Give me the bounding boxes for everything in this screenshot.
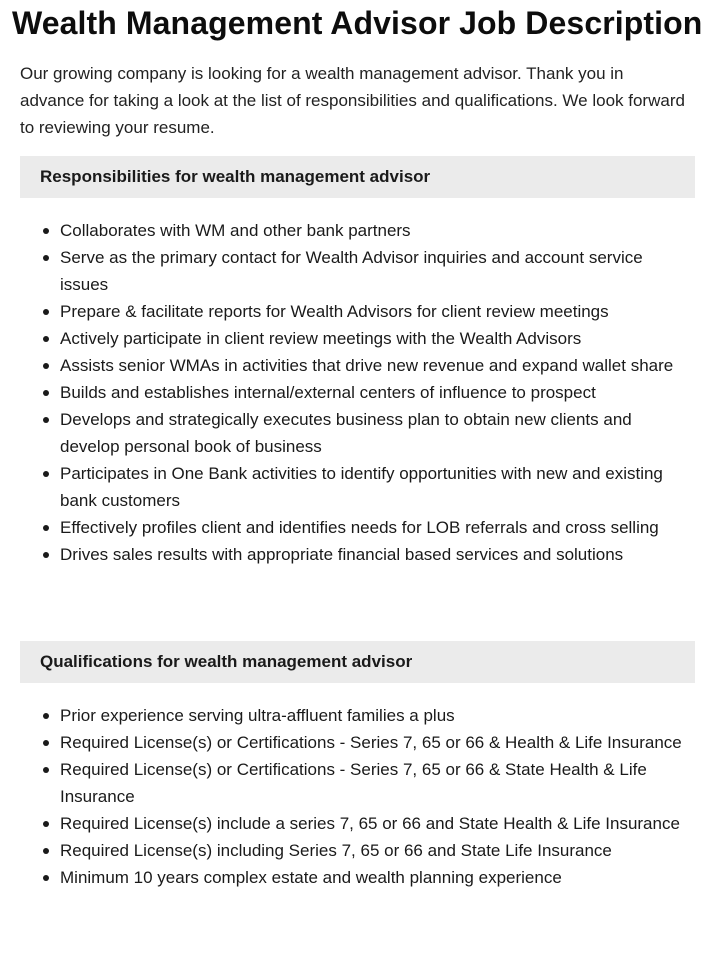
qualifications-heading: Qualifications for wealth management advisor	[20, 641, 695, 683]
list-item: Serve as the primary contact for Wealth Advisor inquiries and account service issues	[60, 244, 695, 298]
list-item: Actively participate in client review meetings with the Wealth Advisors	[60, 325, 695, 352]
list-item: Participates in One Bank activities to identify opportunities with new and existing bank customers	[60, 460, 695, 514]
list-item: Assists senior WMAs in activities that drive new revenue and expand wallet share	[60, 352, 695, 379]
list-item: Minimum 10 years complex estate and wealth planning experience	[60, 864, 695, 891]
list-item: Prior experience serving ultra-affluent families a plus	[60, 702, 695, 729]
list-item: Required License(s) including Series 7, 65 or 66 and State Life Insurance	[60, 837, 695, 864]
page-title: Wealth Management Advisor Job Description	[12, 5, 703, 41]
responsibilities-list	[20, 217, 695, 568]
list-item: Prepare & facilitate reports for Wealth Advisors for client review meetings	[60, 298, 695, 325]
responsibilities-heading: Responsibilities for wealth management advisor	[20, 156, 695, 198]
list-item: Collaborates with WM and other bank partners	[60, 217, 695, 244]
list-item: Effectively profiles client and identifies needs for LOB referrals and cross selling	[60, 514, 695, 541]
qualifications-list	[20, 702, 695, 891]
list-item: Required License(s) include a series 7, 65 or 66 and State Health & Life Insurance	[60, 810, 695, 837]
list-item: Required License(s) or Certifications - Series 7, 65 or 66 & State Health & Life Insurance	[60, 756, 695, 810]
list-item: Drives sales results with appropriate financial based services and solutions	[60, 541, 695, 568]
intro-paragraph: Our growing company is looking for a wealth management advisor. Thank you in advance for taking a look at the list of responsibilities and qualifications. We look forward to reviewing your resume.	[20, 64, 685, 137]
list-item: Builds and establishes internal/external centers of influence to prospect	[60, 379, 695, 406]
list-item: Develops and strategically executes business plan to obtain new clients and develop personal book of business	[60, 406, 695, 460]
list-item: Required License(s) or Certifications - Series 7, 65 or 66 & Health & Life Insurance	[60, 729, 695, 756]
